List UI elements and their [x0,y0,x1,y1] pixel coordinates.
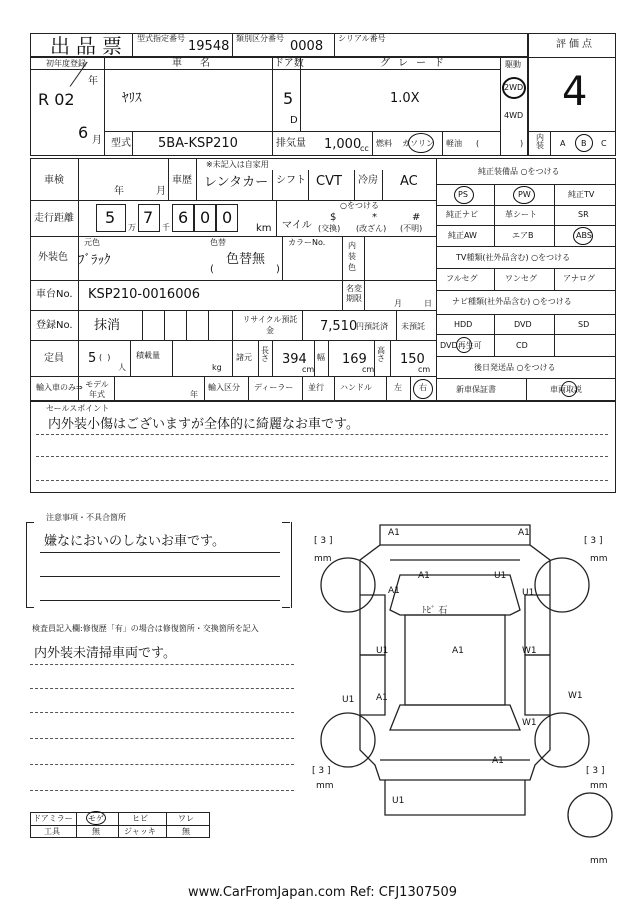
damage-mark: A1 [518,528,530,538]
doors-label: ドア数 [274,58,304,69]
paren-close: ) [276,264,280,275]
man-unit: 万 [128,223,136,232]
name-period-label: 名変期限 [346,284,362,303]
dims-label: 諸元 [236,353,252,362]
footer-ref: www.CarFromJapan.com Ref: CFJ1307509 [188,885,458,900]
navi-sd[interactable]: SD [578,320,590,329]
mileage-label: 走行距離 [34,213,74,224]
fuel-light-oil[interactable]: 軽油 [446,139,462,148]
after-label: 後日発送品 ○をつける [474,363,556,372]
displacement-value: 1,000 [324,137,362,152]
damage-mark: U1 [392,796,405,806]
tampered-label: (改ざん) [356,224,387,233]
damage-mark: U1 [342,695,355,705]
dollar-mark[interactable]: $ [330,212,337,223]
shaken-year-unit: 年 [114,186,124,197]
capacity-value: 5 [88,351,97,366]
drive-label: 駆動 [505,60,521,69]
import-label: 輸入車のみ⇒ [36,383,83,392]
after-warranty[interactable]: 新車保証書 [456,385,496,394]
height-label: 高さ [377,346,385,363]
mirror-hibi[interactable]: ヒビ [132,814,148,823]
interior-c[interactable]: C [601,139,607,148]
damage-mark: A1 [388,586,400,596]
ext-color-label: 外装色 [38,252,68,263]
name-label: 車名 [172,58,228,69]
recycle-unit: 円預託済 [356,322,388,331]
mileage-digit: 0 [200,208,211,227]
dealer-option[interactable]: ディーラー [254,383,294,392]
history-label: 車歴 [172,175,192,186]
after-manual[interactable]: 車両取説 [550,385,582,394]
name-period-day: 日 [424,299,432,308]
color-no-label: カラーNo. [288,238,326,247]
after-manual-circle [561,381,577,397]
mm-unit: mm [590,781,608,791]
inspector-text: 内外装未清掃車両です。 [34,646,176,661]
damage-mark: A1 [388,528,400,538]
chassis-label: 車台No. [36,289,73,300]
shaken-month-unit: 月 [156,186,166,197]
equip-navi[interactable]: 純正ナビ [446,210,478,219]
equip-sr[interactable]: SR [578,210,589,219]
damage-mark: W1 [522,718,537,728]
km-unit: km [256,223,272,234]
score-value: 4 [562,69,588,115]
mileage-digit: 6 [178,208,189,227]
width-value: 169 [342,352,367,367]
name-period-month: 月 [394,299,402,308]
jack-value: 無 [182,827,190,836]
grade-label: グレード [380,58,452,69]
damage-mark: A1 [492,756,504,766]
navi-cd[interactable]: CD [516,341,528,350]
length-value: 394 [282,352,307,367]
mm-value: [ 3 ] [312,766,331,776]
handle-right-circle [413,379,433,399]
damage-mark: A1 [452,646,464,656]
first-reg-month: 6 [78,123,89,142]
drive-4wd[interactable]: 4WD [504,111,524,120]
sheet-title: 出品票 [50,34,128,58]
person-unit: 人 [118,363,126,372]
tv-oneseg[interactable]: ワンセグ [505,274,537,283]
handle-right[interactable]: 右 [419,383,427,392]
star-mark[interactable]: * [372,212,377,223]
mm-value: [ 3 ] [584,536,603,546]
serial-label: シリアル番号 [338,34,386,43]
first-reg-era: R 02 [38,90,75,109]
mirror-ware[interactable]: ワレ [178,814,194,823]
mm-unit: mm [590,856,608,865]
doors-value: 5 [283,89,294,108]
navi-dvd-play-circle [456,337,472,353]
orig-color: ﾌﾞﾗｯｸ [78,253,111,268]
mm-value: [ 3 ] [314,536,333,546]
model-cert-label: 型式指定番号 [137,34,185,43]
doors-sub: D [290,115,298,126]
cm-unit: cm [302,365,315,374]
mm-unit: mm [316,781,334,791]
repaint-value: 色替無 [226,252,266,267]
mm-value: [ 3 ] [586,766,605,776]
damage-mark: A1 [418,571,430,581]
mileage-digits [96,204,246,232]
navi-dvd-play[interactable]: DVD再生可 [440,341,482,350]
tools-value: 無 [92,827,100,836]
interior-b-circle [575,134,593,152]
chassis-value: KSP210-0016006 [88,287,201,302]
oem-label: 純正装備品 ○をつける [478,167,560,176]
equip-ps-circle [454,186,474,204]
width-label: 幅 [317,353,325,362]
class-label: 類別区分番号 [236,34,284,43]
model-cert-no: 19548 [188,39,230,54]
notes-text: 嫌なにおいのしないお車です。 [44,534,225,549]
interior-label: 内装 [536,133,544,150]
int-color-label: 内装色 [348,241,356,272]
kg-unit: kg [212,363,222,372]
equip-abs[interactable]: ABS [576,231,592,240]
shift-label: シフト [276,175,306,186]
damage-mark: U1 [494,571,507,581]
car-name: ﾔﾘｽ [122,91,142,106]
capacity-paren: ( ) [99,353,111,362]
mileage-digit: 5 [105,208,116,227]
mirror-label: ドアミラー [33,814,73,823]
paren-right: ) [520,139,524,148]
fuel-gasoline[interactable]: ガソリン [402,139,434,148]
equip-aw[interactable]: 純正AW [448,231,477,240]
check-label: ○をつける [340,201,379,210]
model-value: 5BA-KSP210 [158,136,238,151]
navi-hdd[interactable]: HDD [454,320,473,329]
cm-unit: cm [362,365,375,374]
cm-unit: cm [418,365,431,374]
damage-mark: ﾄﾋﾞ 石 [422,606,448,616]
load-label: 積載量 [136,351,160,360]
hash-mark[interactable]: # [412,212,421,223]
class-no: 0008 [290,39,324,54]
import-class-label: 輸入区分 [208,383,240,392]
year-unit: 年 [88,76,98,87]
tools-label: 工具 [44,827,60,836]
damage-mark: U1 [376,646,389,656]
ac-value: AC [400,174,418,189]
tv-label: TV種類(社外品含む) ○をつける [456,253,571,262]
fuel-gasoline-circle [408,133,434,153]
displacement-label: 排気量 [276,138,306,149]
mirror-moge-circle [86,811,106,825]
parallel-option[interactable]: 並行 [308,383,324,392]
month-unit: 月 [92,135,102,146]
mileage-digit: 0 [222,208,233,227]
paren-left: ( [476,139,480,148]
tv-analog[interactable]: アナログ [563,274,595,283]
model-year-label: モデル年式 [85,380,109,399]
history-value: レンタカー [204,175,269,190]
equip-pw-circle [513,186,535,204]
orig-color-label: 元色 [84,238,100,247]
paren-open: ( [210,264,214,275]
history-note: ※未記入は自家用 [206,160,269,169]
model-year-unit: 年 [190,390,198,399]
score-label: 評価点 [556,39,595,50]
mm-unit: mm [314,554,332,564]
shift-value: CVT [316,174,342,189]
drive-2wd[interactable]: 2WD [504,83,524,92]
sales-text: 内外装小傷はございますが全体的に綺麗なお車です。 [48,417,359,432]
mile-label[interactable]: マイル [282,220,312,231]
equip-pw[interactable]: PW [518,190,531,199]
equip-ps[interactable]: PS [458,190,468,199]
equip-airbag[interactable]: エアB [512,231,534,240]
mileage-digit: 7 [143,208,154,227]
recycle-value: 7,510 [320,319,358,334]
tv-fullseg[interactable]: フルセグ [446,274,478,283]
mm-unit: mm [590,554,608,564]
navi-dvd[interactable]: DVD [514,320,532,329]
equip-abs-circle [573,227,593,245]
equip-leather[interactable]: 革シート [505,210,537,219]
unknown-label: (不明) [400,224,423,233]
interior-b[interactable]: B [581,139,587,148]
repaint-label: 色替 [210,238,226,247]
sen-unit: 千 [162,223,170,232]
sales-label: セールスポイント [46,404,110,413]
handle-label: ハンドル [340,383,372,392]
grade-value: 1.0X [390,91,420,106]
inspector-label: 検査員記入欄:修復歴「有」の場合は修復箇所・交換箇所を記入 [32,624,259,633]
recycle-label: リサイクル預託金 [242,315,298,335]
height-value: 150 [400,352,425,367]
recycle-not[interactable]: 未預託 [401,322,425,331]
first-reg-label: 初年度登録 [46,59,86,68]
interior-a[interactable]: A [560,139,566,148]
car-diagram [300,515,620,865]
length-label: 長さ [261,346,269,363]
notes-label: 注意事項・不具合箇所 [46,513,126,522]
exchange-label: (交換) [318,224,341,233]
navi-label: ナビ種類(社外品含む) ○をつける [452,297,572,306]
reg-value: 抹消 [94,318,121,333]
mirror-moge[interactable]: モゲ [88,814,104,823]
shaken-label: 車検 [44,175,64,186]
model-label: 型式 [111,138,131,149]
cc-unit: cc [360,144,369,153]
ac-label: 冷房 [358,175,378,186]
capacity-label: 定員 [44,353,64,364]
damage-mark: U1 [522,588,535,598]
damage-mark: W1 [568,691,583,701]
jack-label: ジャッキ [124,827,156,836]
drive-2wd-circle [502,77,526,99]
damage-mark: W1 [522,646,537,656]
damage-mark: A1 [376,693,388,703]
handle-left[interactable]: 左 [394,383,402,392]
equip-tv[interactable]: 純正TV [568,190,595,199]
reg-label: 登録No. [36,320,73,331]
fuel-label: 燃料 [376,139,392,148]
